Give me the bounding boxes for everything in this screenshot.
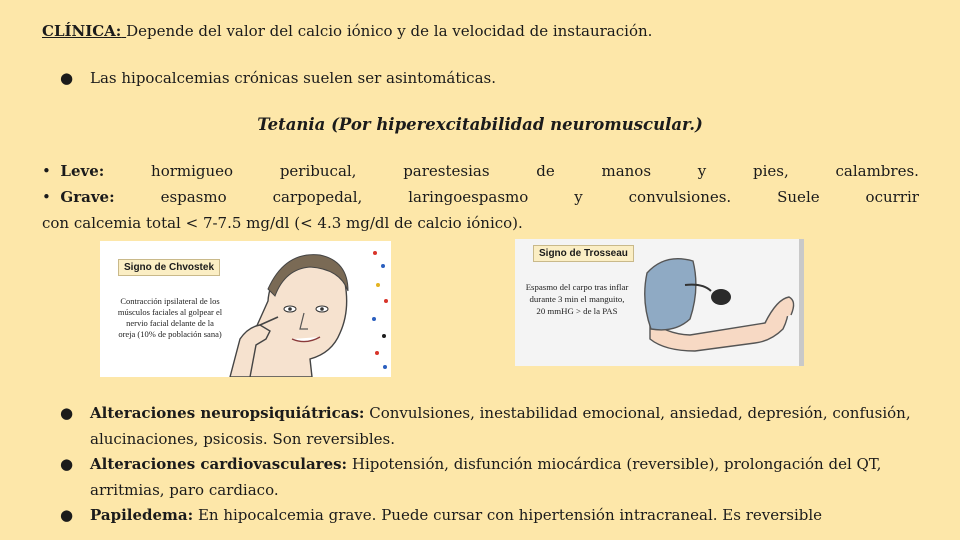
clinica-line <box>42 22 652 40</box>
intro-bullet-text: Las hipocalcemias crónicas suelen ser asintomáticas. <box>90 69 496 87</box>
grave-word: espasmo <box>160 188 227 206</box>
grave-word: convulsiones. <box>628 188 732 206</box>
item-label: Papiledema: <box>90 506 194 524</box>
item-label: Alteraciones neuropsiquiátricas: <box>90 404 365 422</box>
trousseau-image <box>515 239 804 366</box>
trousseau-title: Signo de Trosseau <box>533 245 634 262</box>
list-item <box>60 503 920 529</box>
grave-word: Suele <box>777 188 820 206</box>
list-item <box>60 401 920 452</box>
leve-word: manos <box>601 162 652 180</box>
caption-line: 20 mmHG > de la PAS <box>536 306 618 316</box>
item-text: Hipotensión, disfunción miocárdica (reversible), prolongación del QT, arritmias, paro cardiaco. <box>90 455 882 499</box>
leve-label <box>42 162 104 180</box>
bullet-icon: • <box>42 188 51 206</box>
leve-word: parestesias <box>403 162 490 180</box>
bullet-icon: • <box>42 162 51 180</box>
item-text: En hipocalcemia grave. Puede cursar con hipertensión intracraneal. Es reversible <box>197 506 823 524</box>
caption-line: Espasmo del carpo tras inflar <box>525 282 629 292</box>
bullet-icon: ● <box>60 404 74 422</box>
leve-label-text: Leve: <box>60 162 105 180</box>
leve-word: pies, <box>753 162 789 180</box>
grave-word: laringoespasmo <box>408 188 529 206</box>
trousseau-illustration <box>515 239 804 366</box>
caption-line: durante 3 min el manguito, <box>529 294 625 304</box>
leve-word: de <box>536 162 555 180</box>
bullet-icon: ● <box>60 69 74 87</box>
clinica-label: CLÍNICA: <box>42 22 122 40</box>
grave-word: carpopedal, <box>272 188 363 206</box>
caption-line: Contracción ipsilateral de los <box>120 296 220 306</box>
caption-line: oreja (10% de población sana) <box>118 329 222 339</box>
alterations-list <box>60 401 920 529</box>
grave-line <box>42 188 919 206</box>
item-label: Alteraciones cardiovasculares: <box>90 455 348 473</box>
chvostek-title: Signo de Chvostek <box>118 259 220 276</box>
tetania-heading: Tetania (Por hiperexcitabilidad neuromuscular.) <box>257 115 703 134</box>
grave-label <box>42 188 115 206</box>
caption-line: músculos faciales al golpear el <box>117 307 223 317</box>
item-text: Convulsiones, inestabilidad emocional, ansiedad, depresión, confusión, alucinaciones, psicosis. Son reversibles. <box>90 404 911 448</box>
leve-word: hormigueo <box>151 162 234 180</box>
chvostek-illustration <box>100 241 391 377</box>
list-item <box>60 452 920 503</box>
grave-word: ocurrir <box>865 188 919 206</box>
clinica-text: Depende del valor del calcio iónico y de la velocidad de instauración. <box>126 22 653 40</box>
grave-continuation: con calcemia total < 7-7.5 mg/dl (< 4.3 mg/dl de calcio iónico). <box>42 214 523 232</box>
leve-word: peribucal, <box>279 162 357 180</box>
bullet-icon: ● <box>60 506 74 524</box>
caption-line: nervio facial delante de la <box>126 318 214 328</box>
chvostek-image <box>100 241 391 377</box>
leve-word: calambres. <box>835 162 919 180</box>
bullet-icon: ● <box>60 455 74 473</box>
grave-label-text: Grave: <box>60 188 115 206</box>
leve-line <box>42 162 919 180</box>
grave-word: y <box>574 188 583 206</box>
intro-bullet <box>60 69 496 87</box>
leve-word: y <box>697 162 707 180</box>
